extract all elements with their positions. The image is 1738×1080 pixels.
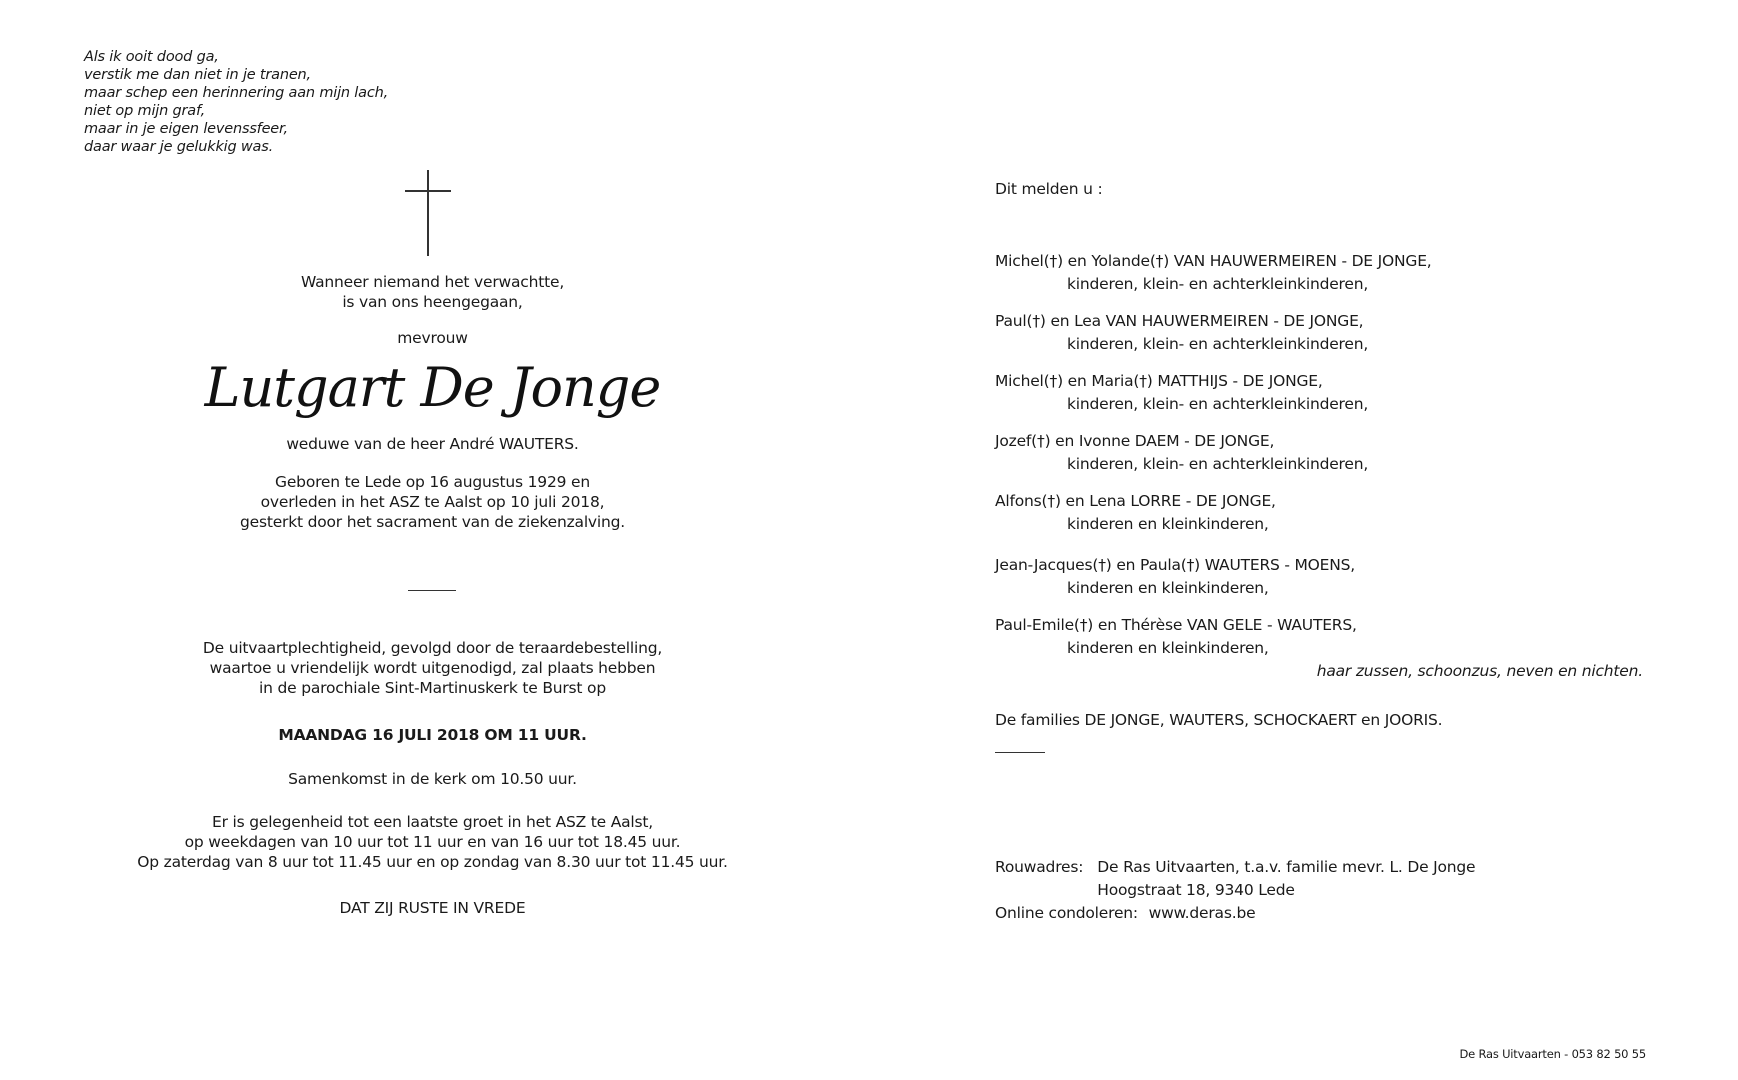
title-prefix: mevrouw	[397, 329, 468, 347]
family-entry	[995, 250, 1432, 296]
family-list	[995, 250, 1432, 660]
poem-line: maar in je eigen levenssfeer,	[84, 121, 288, 137]
birth-death-text	[100, 472, 765, 532]
online-label: Online condoleren:	[995, 904, 1138, 922]
family-descendants: kinderen en kleinkinderen,	[1067, 639, 1269, 657]
family-descendants: kinderen, klein- en achterkleinkinderen,	[1067, 335, 1369, 353]
family-descendants: kinderen, klein- en achterkleinkinderen,	[1067, 455, 1369, 473]
announce-line: Dit melden u :	[995, 180, 1103, 198]
deceased-name: Lutgart De Jonge	[204, 356, 661, 419]
birth-death-line: Geboren te Lede op 16 augustus 1929 en	[275, 473, 590, 491]
family-names: Michel(†) en Yolande(†) VAN HAUWERMEIREN - DE JONGE,	[995, 252, 1432, 270]
poem	[84, 48, 388, 156]
family-descendants: kinderen, klein- en achterkleinkinderen,	[1067, 275, 1369, 293]
family-names: Paul(†) en Lea VAN HAUWERMEIREN - DE JONGE,	[995, 312, 1364, 330]
visiting-line: op weekdagen van 10 uur tot 11 uur en van 16 uur tot 18.45 uur.	[184, 833, 681, 851]
poem-line: verstik me dan niet in je tranen,	[84, 67, 311, 83]
footer-credit: De Ras Uitvaarten - 053 82 50 55	[1459, 1047, 1646, 1061]
birth-death-line: gesterkt door het sacrament van de ziekenzalving.	[239, 513, 625, 531]
family-entry	[995, 554, 1432, 600]
intro-text	[100, 272, 765, 312]
ceremony-line: De uitvaartplechtigheid, gevolgd door de teraardebestelling,	[202, 639, 663, 657]
family-descendants: kinderen en kleinkinderen,	[1067, 515, 1269, 533]
ceremony-line: waartoe u vriendelijk wordt uitgenodigd, zal plaats hebben	[209, 659, 656, 677]
visiting-line: Op zaterdag van 8 uur tot 11.45 uur en op zondag van 8.30 uur tot 11.45 uur.	[137, 853, 728, 871]
family-entry	[995, 490, 1432, 536]
ceremony-text	[100, 638, 765, 698]
family-entry	[995, 430, 1432, 476]
ceremony-date: MAANDAG 16 JULI 2018 OM 11 UUR.	[278, 726, 587, 744]
family-names: Jean-Jacques(†) en Paula(†) WAUTERS - MOENS,	[995, 556, 1356, 574]
address-block	[995, 856, 1475, 925]
address-label: Rouwadres:	[995, 858, 1084, 876]
intro-line: is van ons heengegaan,	[342, 293, 523, 311]
address-line: Hoogstraat 18, 9340 Lede	[1097, 881, 1295, 899]
intro-line: Wanneer niemand het verwachtte,	[300, 273, 565, 291]
divider	[408, 590, 456, 591]
cross-icon	[405, 170, 451, 256]
family-names: Michel(†) en Maria(†) MATTHIJS - DE JONGE,	[995, 372, 1323, 390]
online-link[interactable]: www.deras.be	[1148, 904, 1256, 922]
birth-death-line: overleden in het ASZ te Aalst op 10 juli 2018,	[260, 493, 605, 511]
family-entry	[995, 370, 1432, 416]
rest-in-peace: DAT ZIJ RUSTE IN VREDE	[339, 899, 526, 917]
family-entry	[995, 310, 1432, 356]
relatives-line: haar zussen, schoonzus, neven en nichten.	[1316, 662, 1643, 680]
divider	[995, 752, 1045, 753]
ceremony-line: in de parochiale Sint-Martinuskerk te Burst op	[259, 679, 606, 697]
visiting-text	[100, 812, 765, 872]
family-names: Paul-Emile(†) en Thérèse VAN GELE - WAUTERS,	[995, 616, 1357, 634]
family-names: Alfons(†) en Lena LORRE - DE JONGE,	[995, 492, 1276, 510]
family-entry	[995, 614, 1432, 660]
poem-line: Als ik ooit dood ga,	[84, 49, 219, 65]
family-descendants: kinderen en kleinkinderen,	[1067, 579, 1269, 597]
families-line: De families DE JONGE, WAUTERS, SCHOCKAERT en JOORIS.	[995, 711, 1443, 729]
poem-line: daar waar je gelukkig was.	[84, 139, 273, 155]
poem-line: maar schep een herinnering aan mijn lach,	[84, 85, 388, 101]
spouse-line: weduwe van de heer André WAUTERS.	[286, 435, 579, 453]
family-descendants: kinderen, klein- en achterkleinkinderen,	[1067, 395, 1369, 413]
address-line: De Ras Uitvaarten, t.a.v. familie mevr. L. De Jonge	[1097, 858, 1476, 876]
visiting-line: Er is gelegenheid tot een laatste groet in het ASZ te Aalst,	[212, 813, 653, 831]
poem-line: niet op mijn graf,	[84, 103, 206, 119]
family-names: Jozef(†) en Ivonne DAEM - DE JONGE,	[995, 432, 1275, 450]
gathering-text: Samenkomst in de kerk om 10.50 uur.	[288, 770, 577, 788]
